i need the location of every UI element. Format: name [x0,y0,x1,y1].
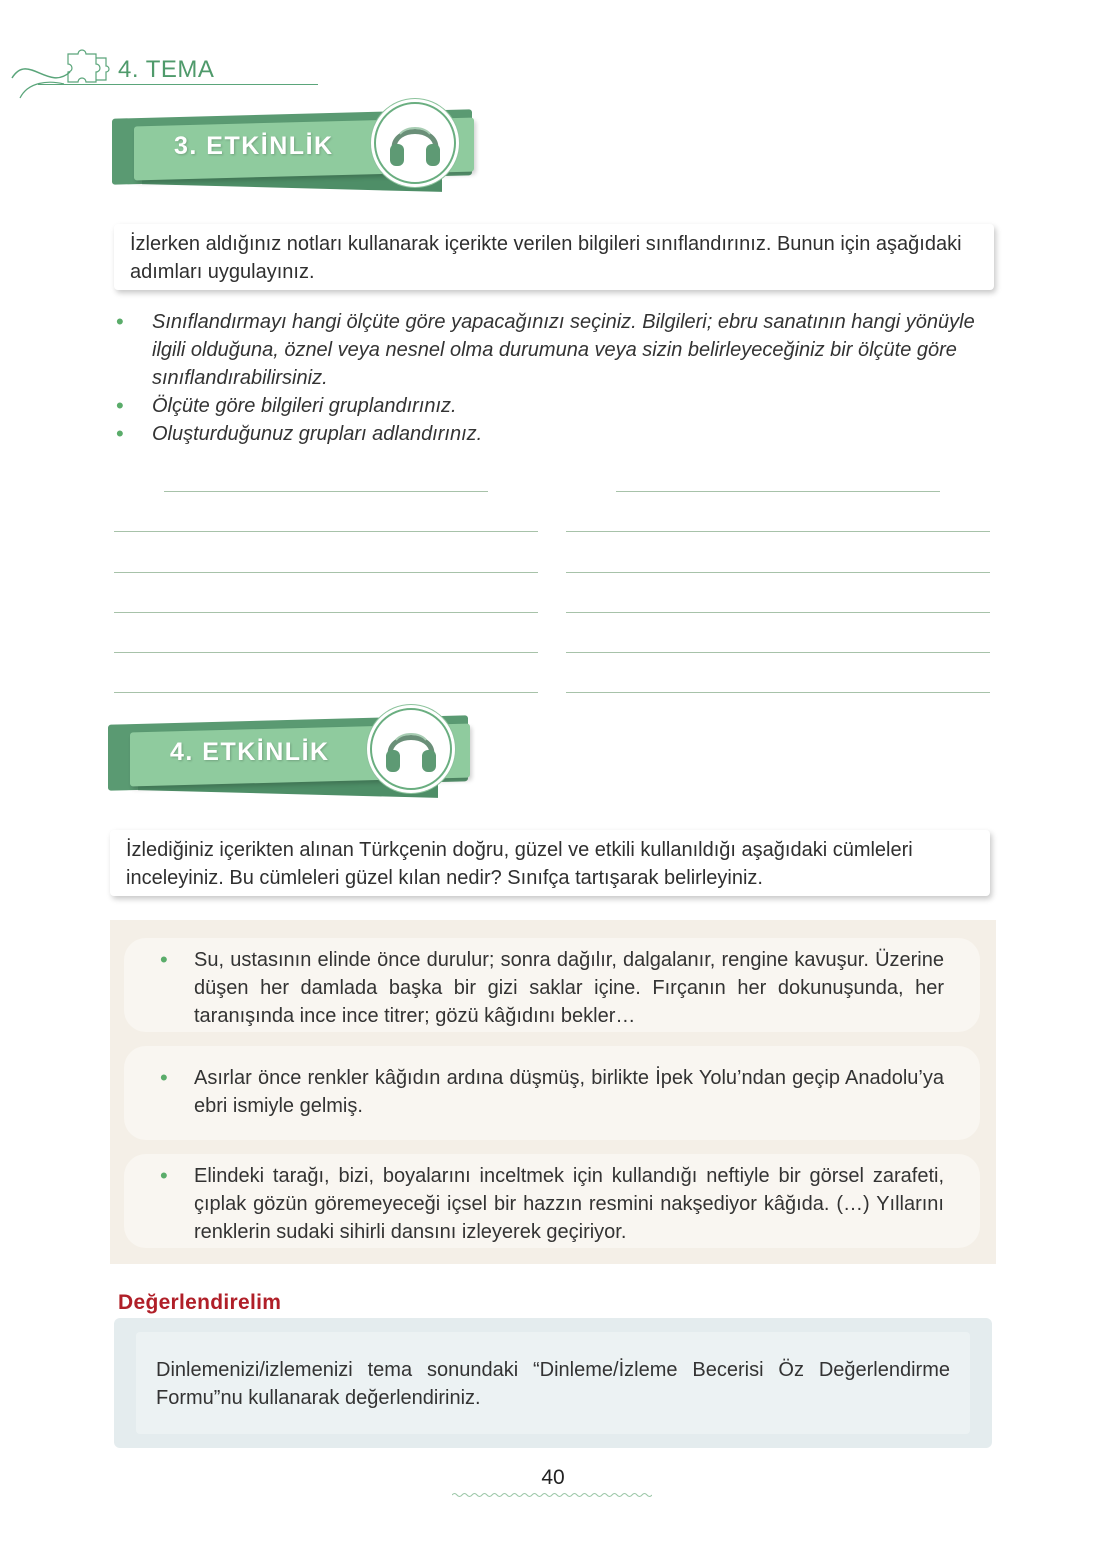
writing-line[interactable] [566,572,990,573]
page-number: 40 [541,1466,565,1489]
list-item: • Ölçüte göre bilgileri gruplandırınız. [116,392,988,420]
list-item: • Oluşturduğunuz grupları adlandırınız. [116,420,988,448]
activity-4-title: 4. ETKİNLİK [170,738,330,766]
activity-3-instruction: İzlerken aldığınız notları kullanarak içerikte verilen bilgileri sınıflandırınız. Bunun için aşağıdaki adımları uygulayınız. [114,224,994,290]
quote-card [124,1154,980,1248]
writing-line[interactable] [114,531,538,532]
page-number-underline [452,1492,652,1498]
writing-line[interactable] [114,612,538,613]
group-name-line-left[interactable] [164,491,488,492]
evaluation-panel [114,1318,992,1448]
writing-line[interactable] [566,692,990,693]
theme-title: 4. TEMA [118,56,215,83]
writing-line[interactable] [566,531,990,532]
evaluation-title: Değerlendirelim [118,1291,282,1314]
quote-card [124,1046,980,1140]
quote-text: Elindeki tarağı, bizi, boyalarını inceltmek için kullandığı neftiyle bir görsel zarafeti, çıplak gözün göremeyeceği içsel bir hazzın resmini nakşediyor kâğıda. (…) Yıllarını renklerin sudaki sihirli dansını izleyerek geçiriyor. [194,1165,944,1243]
evaluation-text: Dinlemenizi/izlemenizi tema sonundaki “Dinleme/İzleme Becerisi Öz Değerlendirme Formu”nu kullanarak değerlendiriniz. [136,1332,970,1434]
bullet-icon: • [160,947,168,972]
activity-3-title: 3. ETKİNLİK [174,132,334,160]
activity-3-banner [112,108,492,208]
activity-3-steps [116,308,988,448]
list-item: • Sınıflandırmayı hangi ölçüte göre yapacağınızı seçiniz. Bilgileri; ebru sanatının hangi yönüyle ilgili olduğuna, öznel veya nesnel olma durumuna veya sizin belirleyeceğiniz bir ölçüte göre sınıflandırabilirsiniz. [116,308,988,392]
header-divider [38,84,318,85]
group-name-line-right[interactable] [616,491,940,492]
writing-line[interactable] [114,652,538,653]
writing-line[interactable] [114,572,538,573]
activity-4-banner [108,714,488,814]
headphones-icon [370,708,452,790]
puzzle-deco-icon [8,42,118,102]
writing-line[interactable] [566,652,990,653]
quote-card [124,938,980,1032]
bullet-icon: • [160,1065,168,1090]
activity-4-instruction: İzlediğiniz içerikten alınan Türkçenin doğru, güzel ve etkili kullanıldığı aşağıdaki cümleleri inceleyiniz. Bu cümleleri güzel kılan nedir? Sınıfça tartışarak belirleyiniz. [110,830,990,896]
writing-line[interactable] [566,612,990,613]
quote-text: Asırlar önce renkler kâğıdın ardına düşmüş, birlikte İpek Yolu’ndan geçip Anadolu’ya ebri ismiyle gelmiş. [194,1067,944,1117]
headphones-icon [374,102,456,184]
bullet-icon: • [160,1163,168,1188]
quote-text: Su, ustasının elinde önce durulur; sonra dağılır, dalgalanır, rengine kavuşur. Üzerine düşen her damlada başka bir gizi saklar içine. Fırçanın her dokunuşunda, her taranışında ince ince titrer; gözü kâğıdını bekler… [194,949,944,1027]
writing-line[interactable] [114,692,538,693]
quotes-panel [110,920,996,1264]
